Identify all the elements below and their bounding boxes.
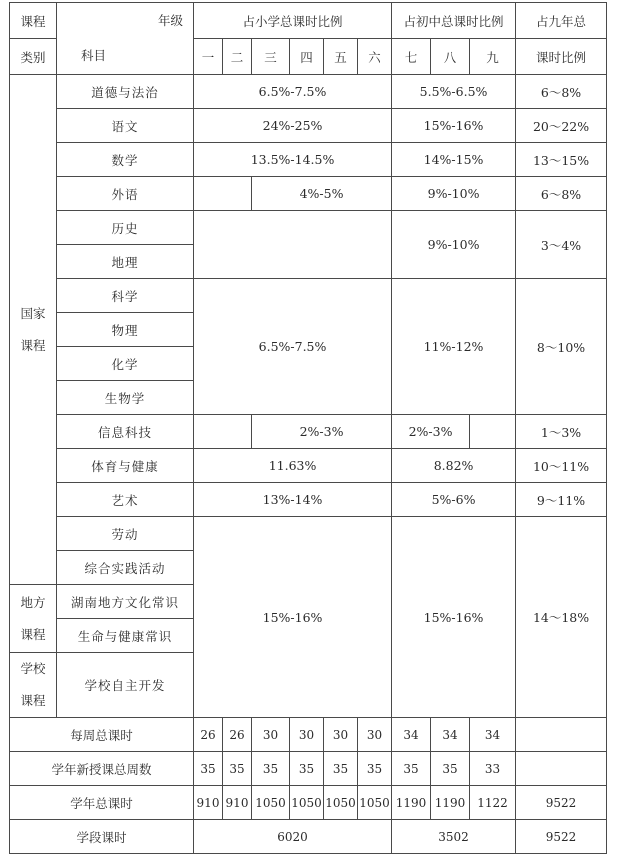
ratio-it-nine: 1～3%: [516, 415, 607, 449]
header-grade-label: 年级: [157, 13, 183, 28]
grade-header: 二: [223, 39, 252, 75]
annual-hours-cell: 1190: [431, 786, 470, 820]
ratio-pe-nine: 10～11%: [516, 449, 607, 483]
ratio-chinese-primary: 24%-25%: [194, 109, 392, 143]
subject-math: 数学: [57, 143, 194, 177]
category-national-line2: 课程: [20, 337, 46, 353]
ratio-foreign-primary: 4%-5%: [252, 177, 392, 211]
weekly-hours-label: 每周总课时: [10, 718, 194, 752]
subject-school-developed: 学校自主开发: [57, 653, 194, 718]
ratio-sciences-nine: 8～10%: [516, 279, 607, 415]
ratio-hist-geo-primary-empty: [194, 211, 392, 279]
grade-header: 三: [252, 39, 290, 75]
header-corner-cell: [57, 3, 194, 75]
stage-hours-junior: 3502: [392, 820, 516, 854]
subject-chemistry: 化学: [57, 347, 194, 381]
annual-hours-total: 9522: [516, 786, 607, 820]
teaching-weeks-cell: 35: [252, 752, 290, 786]
teaching-weeks-cell: 35: [194, 752, 223, 786]
ratio-arts-junior: 5%-6%: [392, 483, 516, 517]
ratio-math-primary: 13.5%-14.5%: [194, 143, 392, 177]
ratio-foreign-junior: 9%-10%: [392, 177, 516, 211]
subject-life-health: 生命与健康常识: [57, 619, 194, 653]
stage-hours-label: 学段课时: [10, 820, 194, 854]
grade-header: 六: [358, 39, 392, 75]
ratio-math-junior: 14%-15%: [392, 143, 516, 177]
weekly-hours-cell: 30: [252, 718, 290, 752]
header-category-top: 课程: [10, 3, 57, 39]
ratio-morality-primary: 6.5%-7.5%: [194, 75, 392, 109]
subject-morality: 道德与法治: [57, 75, 194, 109]
annual-hours-label: 学年总课时: [10, 786, 194, 820]
weekly-hours-cell: 34: [392, 718, 431, 752]
weekly-hours-cell: 30: [290, 718, 324, 752]
curriculum-hours-table: [9, 2, 607, 854]
teaching-weeks-label: 学年新授课总周数: [10, 752, 194, 786]
ratio-it-primary: 2%-3%: [252, 415, 392, 449]
annual-hours-cell: 1050: [252, 786, 290, 820]
teaching-weeks-cell: 35: [358, 752, 392, 786]
category-school: [10, 653, 57, 718]
category-national: [10, 75, 57, 585]
ratio-math-nine: 13～15%: [516, 143, 607, 177]
ratio-foreign-nine: 6～8%: [516, 177, 607, 211]
subject-foreign-language: 外语: [57, 177, 194, 211]
subject-hunan-culture: 湖南地方文化常识: [57, 585, 194, 619]
ratio-morality-junior: 5.5%-6.5%: [392, 75, 516, 109]
header-primary-ratio: 占小学总课时比例: [194, 3, 392, 39]
subject-info-tech: 信息科技: [57, 415, 194, 449]
ratio-foreign-empty: [194, 177, 252, 211]
teaching-weeks-cell: 35: [223, 752, 252, 786]
weekly-hours-cell: 26: [223, 718, 252, 752]
ratio-sciences-primary: 6.5%-7.5%: [194, 279, 392, 415]
ratio-flex-primary: 15%-16%: [194, 517, 392, 718]
header-subject-label: 科目: [81, 48, 107, 63]
annual-hours-cell: 1122: [470, 786, 516, 820]
ratio-it-junior-empty: [470, 415, 516, 449]
category-local: [10, 585, 57, 653]
ratio-morality-nine: 6～8%: [516, 75, 607, 109]
weekly-hours-cell: 26: [194, 718, 223, 752]
weekly-hours-cell: 30: [358, 718, 392, 752]
ratio-pe-junior: 8.82%: [392, 449, 516, 483]
subject-history: 历史: [57, 211, 194, 245]
weekly-hours-cell: 34: [470, 718, 516, 752]
stage-hours-total: 9522: [516, 820, 607, 854]
ratio-arts-primary: 13%-14%: [194, 483, 392, 517]
weekly-hours-cell: 30: [324, 718, 358, 752]
subject-practice: 综合实践活动: [57, 551, 194, 585]
grade-header: 五: [324, 39, 358, 75]
teaching-weeks-cell: 33: [470, 752, 516, 786]
ratio-arts-nine: 9～11%: [516, 483, 607, 517]
subject-labor: 劳动: [57, 517, 194, 551]
ratio-chinese-nine: 20～22%: [516, 109, 607, 143]
teaching-weeks-cell: 35: [324, 752, 358, 786]
ratio-chinese-junior: 15%-16%: [392, 109, 516, 143]
grade-header: 八: [431, 39, 470, 75]
teaching-weeks-cell: 35: [431, 752, 470, 786]
header-category-bottom: 类别: [10, 39, 57, 75]
header-nine-year-ratio-top: 占九年总: [516, 3, 607, 39]
subject-science: 科学: [57, 279, 194, 313]
subject-biology: 生物学: [57, 381, 194, 415]
annual-hours-cell: 1050: [290, 786, 324, 820]
teaching-weeks-cell: 35: [392, 752, 431, 786]
ratio-flex-nine: 14～18%: [516, 517, 607, 718]
grade-header: 七: [392, 39, 431, 75]
annual-hours-cell: 1190: [392, 786, 431, 820]
weekly-hours-cell: 34: [431, 718, 470, 752]
ratio-hist-geo-nine: 3～4%: [516, 211, 607, 279]
category-national-line1: 国家: [20, 305, 46, 321]
subject-pe-health: 体育与健康: [57, 449, 194, 483]
category-local-line2: 课程: [20, 626, 46, 642]
annual-hours-cell: 910: [194, 786, 223, 820]
annual-hours-cell: 1050: [358, 786, 392, 820]
ratio-pe-primary: 11.63%: [194, 449, 392, 483]
ratio-it-empty: [194, 415, 252, 449]
category-school-line1: 学校: [20, 661, 46, 676]
ratio-flex-junior: 15%-16%: [392, 517, 516, 718]
grade-header: 一: [194, 39, 223, 75]
grade-header: 四: [290, 39, 324, 75]
subject-physics: 物理: [57, 313, 194, 347]
ratio-sciences-junior: 11%-12%: [392, 279, 516, 415]
header-junior-ratio: 占初中总课时比例: [392, 3, 516, 39]
grade-header: 九: [470, 39, 516, 75]
annual-hours-cell: 1050: [324, 786, 358, 820]
subject-geography: 地理: [57, 245, 194, 279]
subject-arts: 艺术: [57, 483, 194, 517]
category-local-line1: 地方: [20, 594, 46, 610]
weekly-hours-total-empty: [516, 718, 607, 752]
header-nine-year-ratio-bottom: 课时比例: [516, 39, 607, 75]
category-school-line2: 课程: [20, 693, 46, 708]
ratio-hist-geo-junior: 9%-10%: [392, 211, 516, 279]
teaching-weeks-total-empty: [516, 752, 607, 786]
subject-chinese: 语文: [57, 109, 194, 143]
annual-hours-cell: 910: [223, 786, 252, 820]
ratio-it-junior: 2%-3%: [392, 415, 470, 449]
teaching-weeks-cell: 35: [290, 752, 324, 786]
stage-hours-primary: 6020: [194, 820, 392, 854]
